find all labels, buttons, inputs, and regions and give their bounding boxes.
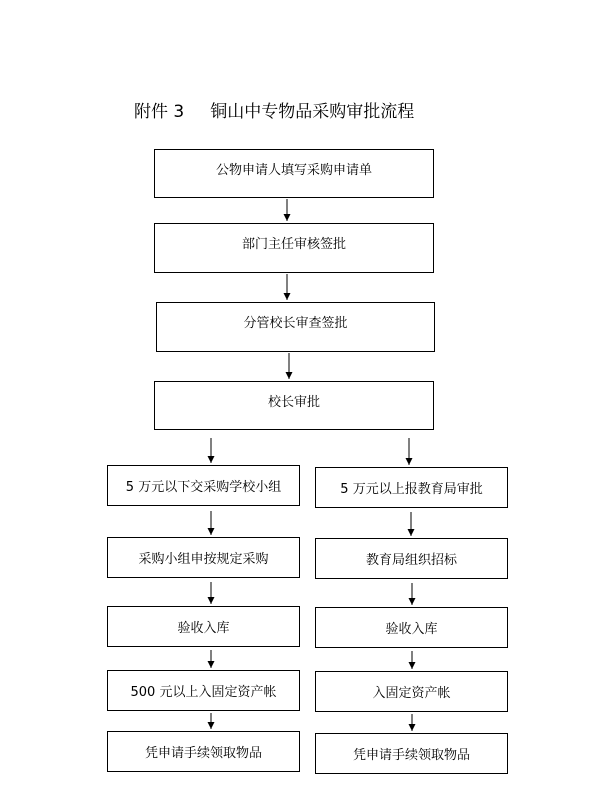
flow-step-principal-approval: 校长审批 (154, 381, 434, 430)
right-step-fixed-assets: 入固定资产帐 (315, 671, 508, 712)
left-step-fixed-assets: 500 元以上入固定资产帐 (107, 670, 300, 711)
right-step-collect-items: 凭申请手续领取物品 (315, 733, 508, 774)
flow-title: 铜山中专物品采购审批流程 (210, 102, 415, 122)
left-step-collect-items: 凭申请手续领取物品 (107, 731, 300, 772)
attachment-label: 附件 3 (134, 102, 185, 122)
left-step-group-purchase: 采购小组申按规定采购 (107, 537, 300, 578)
left-step-acceptance: 验收入库 (107, 606, 300, 647)
flow-step-application: 公物申请人填写采购申请单 (154, 149, 434, 198)
left-step-school-procurement: 5 万元以下交采购学校小组 (107, 465, 300, 506)
right-step-bureau-tender: 教育局组织招标 (315, 538, 508, 579)
right-step-bureau-approval: 5 万元以上报教育局审批 (315, 467, 508, 508)
flow-step-department-approval: 部门主任审核签批 (154, 223, 434, 273)
right-step-acceptance: 验收入库 (315, 607, 508, 648)
flow-step-vice-principal-review: 分管校长审查签批 (156, 302, 435, 352)
